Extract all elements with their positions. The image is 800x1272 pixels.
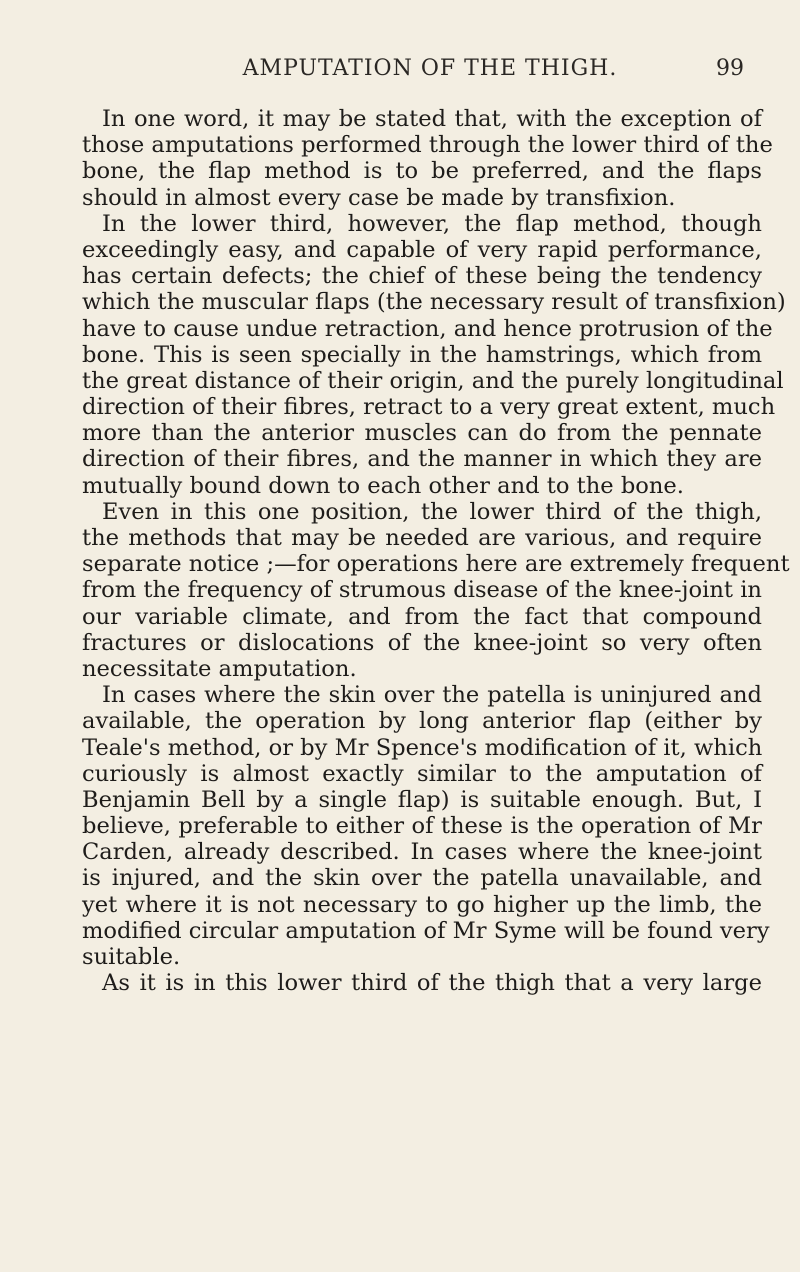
- text-line: fractures or dislocations of the knee-joint so very often: [82, 629, 762, 656]
- text-line: exceedingly easy, and capable of very rapid performance,: [82, 236, 762, 263]
- text-line: In one word, it may be stated that, with the exception of: [102, 106, 762, 132]
- text-line: Benjamin Bell by a single flap) is suitable enough. But, I: [82, 786, 762, 813]
- text-line: available, the operation by long anterior flap (either by: [82, 708, 762, 735]
- text-line: suitable.: [82, 944, 181, 970]
- text-line: Teale's method, or by Mr Spence's modification of it, which: [82, 734, 763, 761]
- text-line: from the frequency of strumous disease of the knee-joint in: [82, 577, 762, 604]
- text-line: bone. This is seen specially in the hamstrings, which from: [82, 341, 762, 368]
- text-line: curiously is almost exactly similar to the amputation of: [82, 760, 762, 787]
- text-line: yet where it is not necessary to go higher up the limb, the: [82, 891, 762, 918]
- text-line: direction of their fibres, and the manner in which they are: [82, 446, 762, 473]
- text-line: mutually bound down to each other and to the bone.: [82, 472, 684, 499]
- page-number: 99: [716, 56, 744, 81]
- body-text: [82, 106, 790, 997]
- text-line: is injured, and the skin over the patella unavailable, and: [82, 865, 762, 892]
- text-line: has certain defects; the chief of these being the tendency: [82, 263, 762, 290]
- running-head: AMPUTATION OF THE THIGH.: [242, 56, 618, 81]
- text-line: those amputations performed through the lower third of the: [82, 132, 773, 159]
- text-line: As it is in this lower third of the thigh that a very large: [102, 970, 762, 997]
- text-line: which the muscular flaps (the necessary result of transfixion): [82, 289, 786, 316]
- text-line: direction of their fibres, retract to a very great extent, much: [82, 394, 776, 421]
- text-line: separate notice ;—for operations here are extremely frequent: [82, 551, 790, 578]
- text-line: should in almost every case be made by transfixion.: [82, 184, 676, 211]
- text-line: necessitate amputation.: [82, 655, 357, 682]
- text-line: In the lower third, however, the flap method, though: [102, 210, 762, 237]
- text-line: believe, preferable to either of these is the operation of Mr: [82, 813, 762, 840]
- text-line: have to cause undue retraction, and hence protrusion of the: [82, 315, 773, 342]
- text-line: our variable climate, and from the fact that compound: [82, 603, 762, 630]
- text-line: modified circular amputation of Mr Syme will be found very: [82, 917, 770, 944]
- text-line: In cases where the skin over the patella is uninjured and: [102, 682, 762, 709]
- text-line: Carden, already described. In cases where the knee-joint: [82, 839, 762, 866]
- text-line: Even in this one position, the lower third of the thigh,: [102, 498, 762, 525]
- text-line: more than the anterior muscles can do from the pennate: [82, 420, 762, 447]
- text-line: the great distance of their origin, and the purely longitudinal: [82, 367, 784, 394]
- text-line: the methods that may be needed are various, and require: [82, 525, 762, 551]
- text-line: bone, the flap method is to be preferred, and the flaps: [82, 158, 762, 185]
